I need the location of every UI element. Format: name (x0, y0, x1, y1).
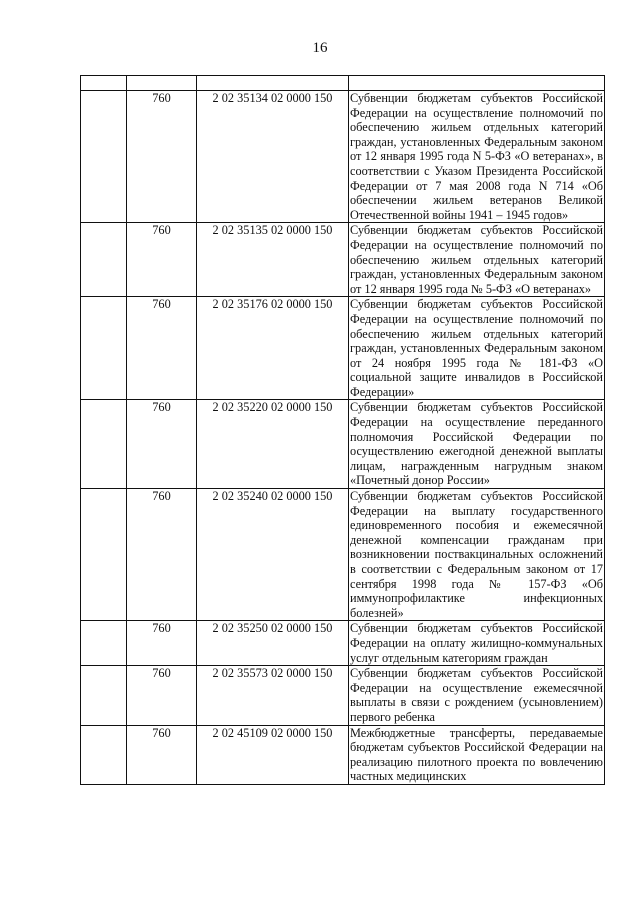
row-empty-cell (81, 725, 127, 784)
table-row (81, 91, 605, 223)
row-description: Субвенции бюджетам субъектов Российской Федерации на осуществление переданного полномочия Российской Федерации по осуществлению ежегодной денежной выплаты лицам, награжденным нагрудным знаком «Почетный донор России» (350, 400, 603, 488)
row-admin-code: 760 (127, 725, 197, 784)
row-admin-code: 760 (127, 223, 197, 297)
row-budget-code: 2 02 35573 02 0000 150 (197, 666, 349, 725)
header-cell-name (349, 76, 605, 91)
table-header-row (81, 76, 605, 91)
header-cell-kbk (197, 76, 349, 91)
row-budget-code: 2 02 35240 02 0000 150 (197, 489, 349, 621)
page-number: 16 (312, 40, 328, 56)
row-description: Субвенции бюджетам субъектов Российской Федерации на выплату государственного единовременного пособия и ежемесячной денежной компенсации гражданам при возникновении поствакцинальных осложнений в соответствии с Федеральным законом от 17 сентября 1998 года № 157-ФЗ «Об иммунопрофилактике инфекционных болезней» (350, 489, 603, 620)
table-row (81, 297, 605, 400)
row-admin-code: 760 (127, 621, 197, 666)
row-budget-code: 2 02 35176 02 0000 150 (197, 297, 349, 400)
row-description: Субвенции бюджетам субъектов Российской Федерации на осуществление полномочий по обеспечению жильем отдельных категорий граждан, установленных Федеральным законом от 12 января 1995 года N 5-ФЗ «О ветеранах», в соответствии с Указом Президента Российской Федерации от 7 мая 2008 года N 714 «Об обеспечении жильем ветеранов Великой Отечественной войны 1941 – 1945 годов» (350, 91, 603, 222)
row-admin-code: 760 (127, 297, 197, 400)
row-admin-code: 760 (127, 91, 197, 223)
row-admin-code: 760 (127, 489, 197, 621)
row-empty-cell (81, 621, 127, 666)
table-row (81, 725, 605, 784)
row-admin-code: 760 (127, 666, 197, 725)
row-budget-code: 2 02 35220 02 0000 150 (197, 400, 349, 489)
budget-codes-table (80, 75, 605, 785)
row-empty-cell (81, 489, 127, 621)
row-empty-cell (81, 91, 127, 223)
row-description: Субвенции бюджетам субъектов Российской Федерации на осуществление ежемесячной выплаты в связи с рождением (усыновлением) первого ребенка (350, 666, 603, 724)
header-cell-empty (81, 76, 127, 91)
row-empty-cell (81, 223, 127, 297)
row-empty-cell (81, 400, 127, 489)
row-empty-cell (81, 297, 127, 400)
table-row (81, 400, 605, 489)
row-description: Субвенции бюджетам субъектов Российской Федерации на осуществление полномочий по обеспечению жильем отдельных категорий граждан, установленных Федеральным законом от 12 января 1995 года № 5-ФЗ «О ветеранах» (350, 223, 603, 296)
row-description: Межбюджетные трансферты, передаваемые бюджетам субъектов Российской Федерации на реализацию пилотного проекта по вовлечению частных медицинских (350, 725, 603, 784)
row-description: Субвенции бюджетам субъектов Российской Федерации на оплату жилищно-коммунальных услуг отдельным категориям граждан (350, 621, 603, 665)
table-row (81, 666, 605, 725)
row-budget-code: 2 02 35135 02 0000 150 (197, 223, 349, 297)
row-admin-code: 760 (127, 400, 197, 489)
row-budget-code: 2 02 45109 02 0000 150 (197, 725, 349, 784)
table-row (81, 621, 605, 666)
row-budget-code: 2 02 35134 02 0000 150 (197, 91, 349, 223)
table-row (81, 223, 605, 297)
row-description: Субвенции бюджетам субъектов Российской Федерации на осуществление полномочий по обеспечению жильем отдельных категорий граждан, установленных Федеральным законом от 24 ноября 1995 года № 181-ФЗ «О социальной защите инвалидов в Российской Федерации» (350, 297, 603, 399)
row-empty-cell (81, 666, 127, 725)
row-budget-code: 2 02 35250 02 0000 150 (197, 621, 349, 666)
table-row (81, 489, 605, 621)
header-cell-code (127, 76, 197, 91)
